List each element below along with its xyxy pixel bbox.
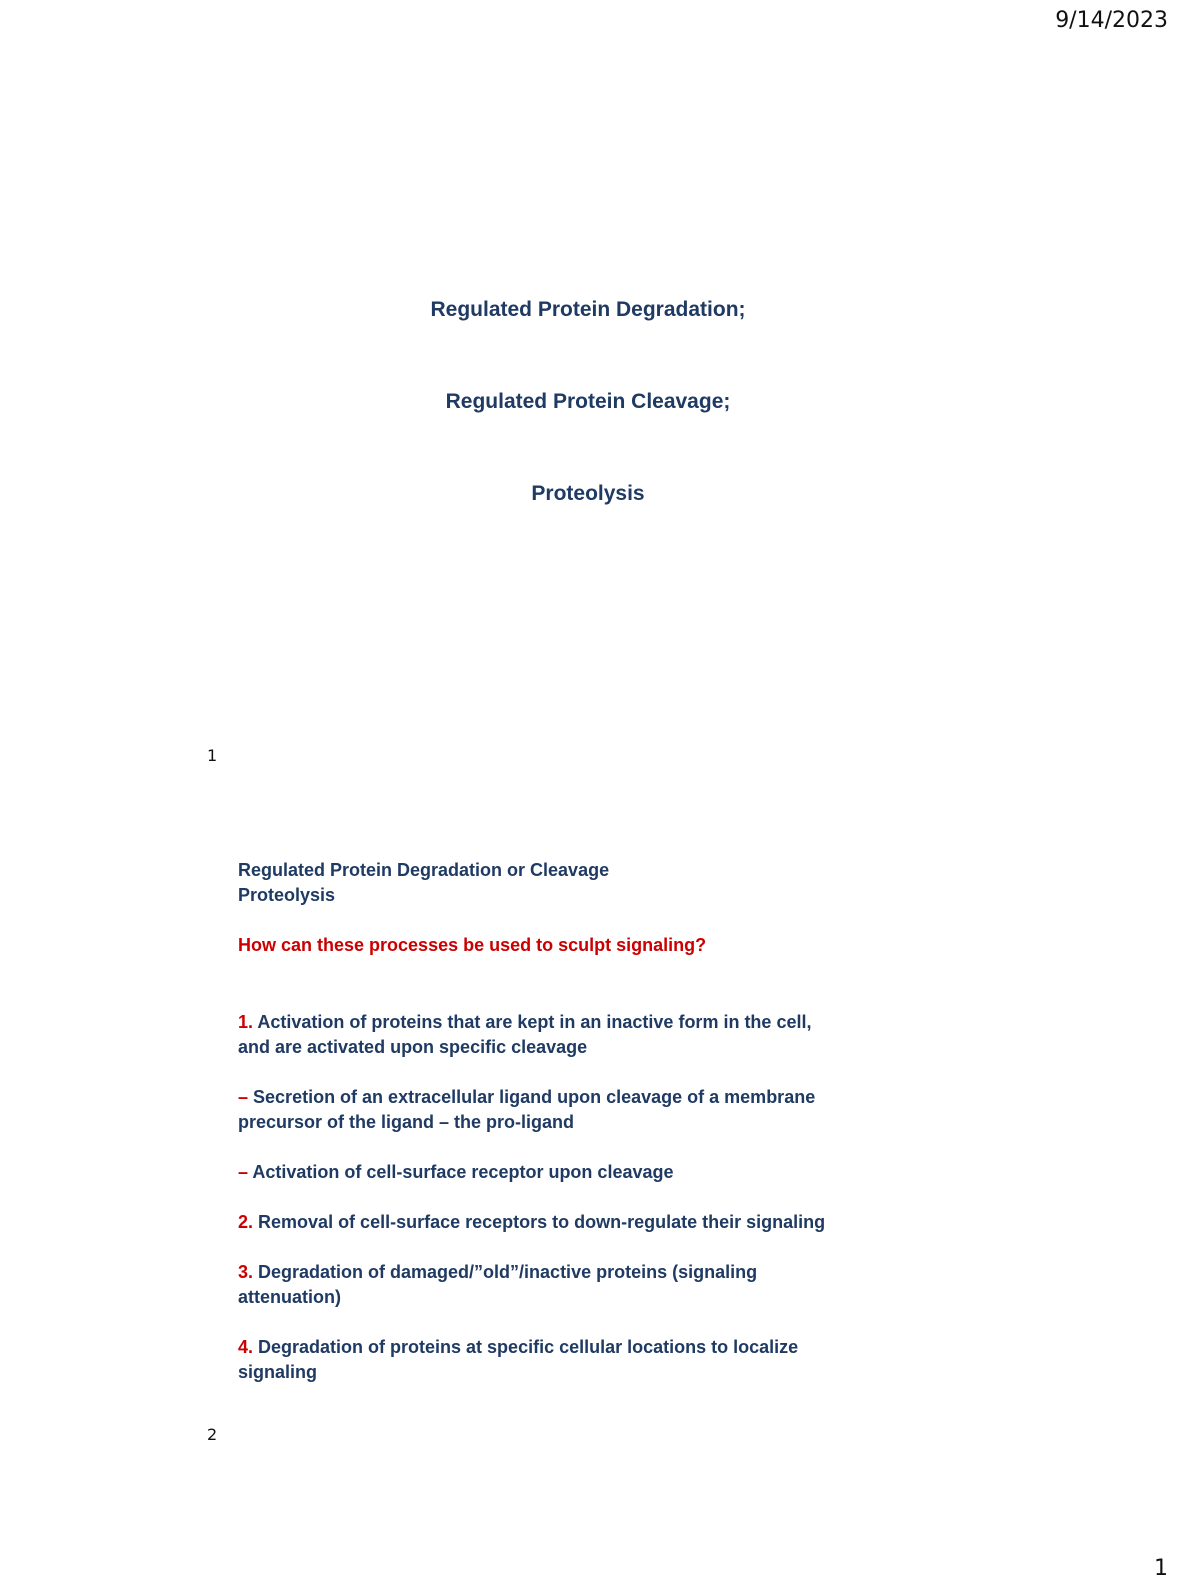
slide2-number: 2: [207, 1425, 218, 1444]
list-item-marker: –: [238, 1162, 249, 1182]
slide2-heading-line-2: Proteolysis: [238, 885, 336, 905]
list-item: [238, 1010, 958, 1060]
list-item-text-continued: attenuation): [238, 1287, 341, 1307]
document-date: 9/14/2023: [1055, 8, 1168, 33]
list-item-marker: 4.: [238, 1337, 254, 1357]
list-item-marker: 1.: [238, 1012, 254, 1032]
list-item-marker: 2.: [238, 1212, 254, 1232]
list-item: [238, 1335, 958, 1385]
page-number: 1: [1154, 1556, 1168, 1581]
list-item-text-continued: signaling: [238, 1362, 318, 1382]
list-item: [238, 1085, 958, 1135]
slide2-content: [238, 858, 958, 1385]
slide1-number: 1: [207, 746, 218, 765]
slide1-title-line-3: Proteolysis: [531, 482, 645, 505]
list-item: [238, 1210, 958, 1235]
list-item-text-continued: precursor of the ligand – the pro-ligand: [238, 1112, 575, 1132]
list-item-text: Activation of cell-surface receptor upon cleavage: [252, 1162, 674, 1182]
slide2-heading-line-1: Regulated Protein Degradation or Cleavage: [238, 860, 610, 880]
list-item-text-continued: and are activated upon specific cleavage: [238, 1037, 588, 1057]
list-item-marker: 3.: [238, 1262, 254, 1282]
slide1-title-line-1: Regulated Protein Degradation;: [430, 298, 746, 321]
list-item-text: Degradation of proteins at specific cellular locations to localize: [258, 1337, 799, 1357]
list-item-text: Removal of cell-surface receptors to down-regulate their signaling: [258, 1212, 826, 1232]
list-item-text: Secretion of an extracellular ligand upon cleavage of a membrane: [253, 1087, 816, 1107]
list-item-text: Activation of proteins that are kept in an inactive form in the cell,: [257, 1012, 812, 1032]
list-item: [238, 1160, 958, 1185]
list-item: [238, 1260, 958, 1310]
slide2-question: How can these processes be used to sculpt signaling?: [238, 935, 707, 955]
slide1-title-line-2: Regulated Protein Cleavage;: [445, 390, 731, 413]
list-item-marker: –: [238, 1087, 249, 1107]
list-item-text: Degradation of damaged/”old”/inactive proteins (signaling: [258, 1262, 758, 1282]
